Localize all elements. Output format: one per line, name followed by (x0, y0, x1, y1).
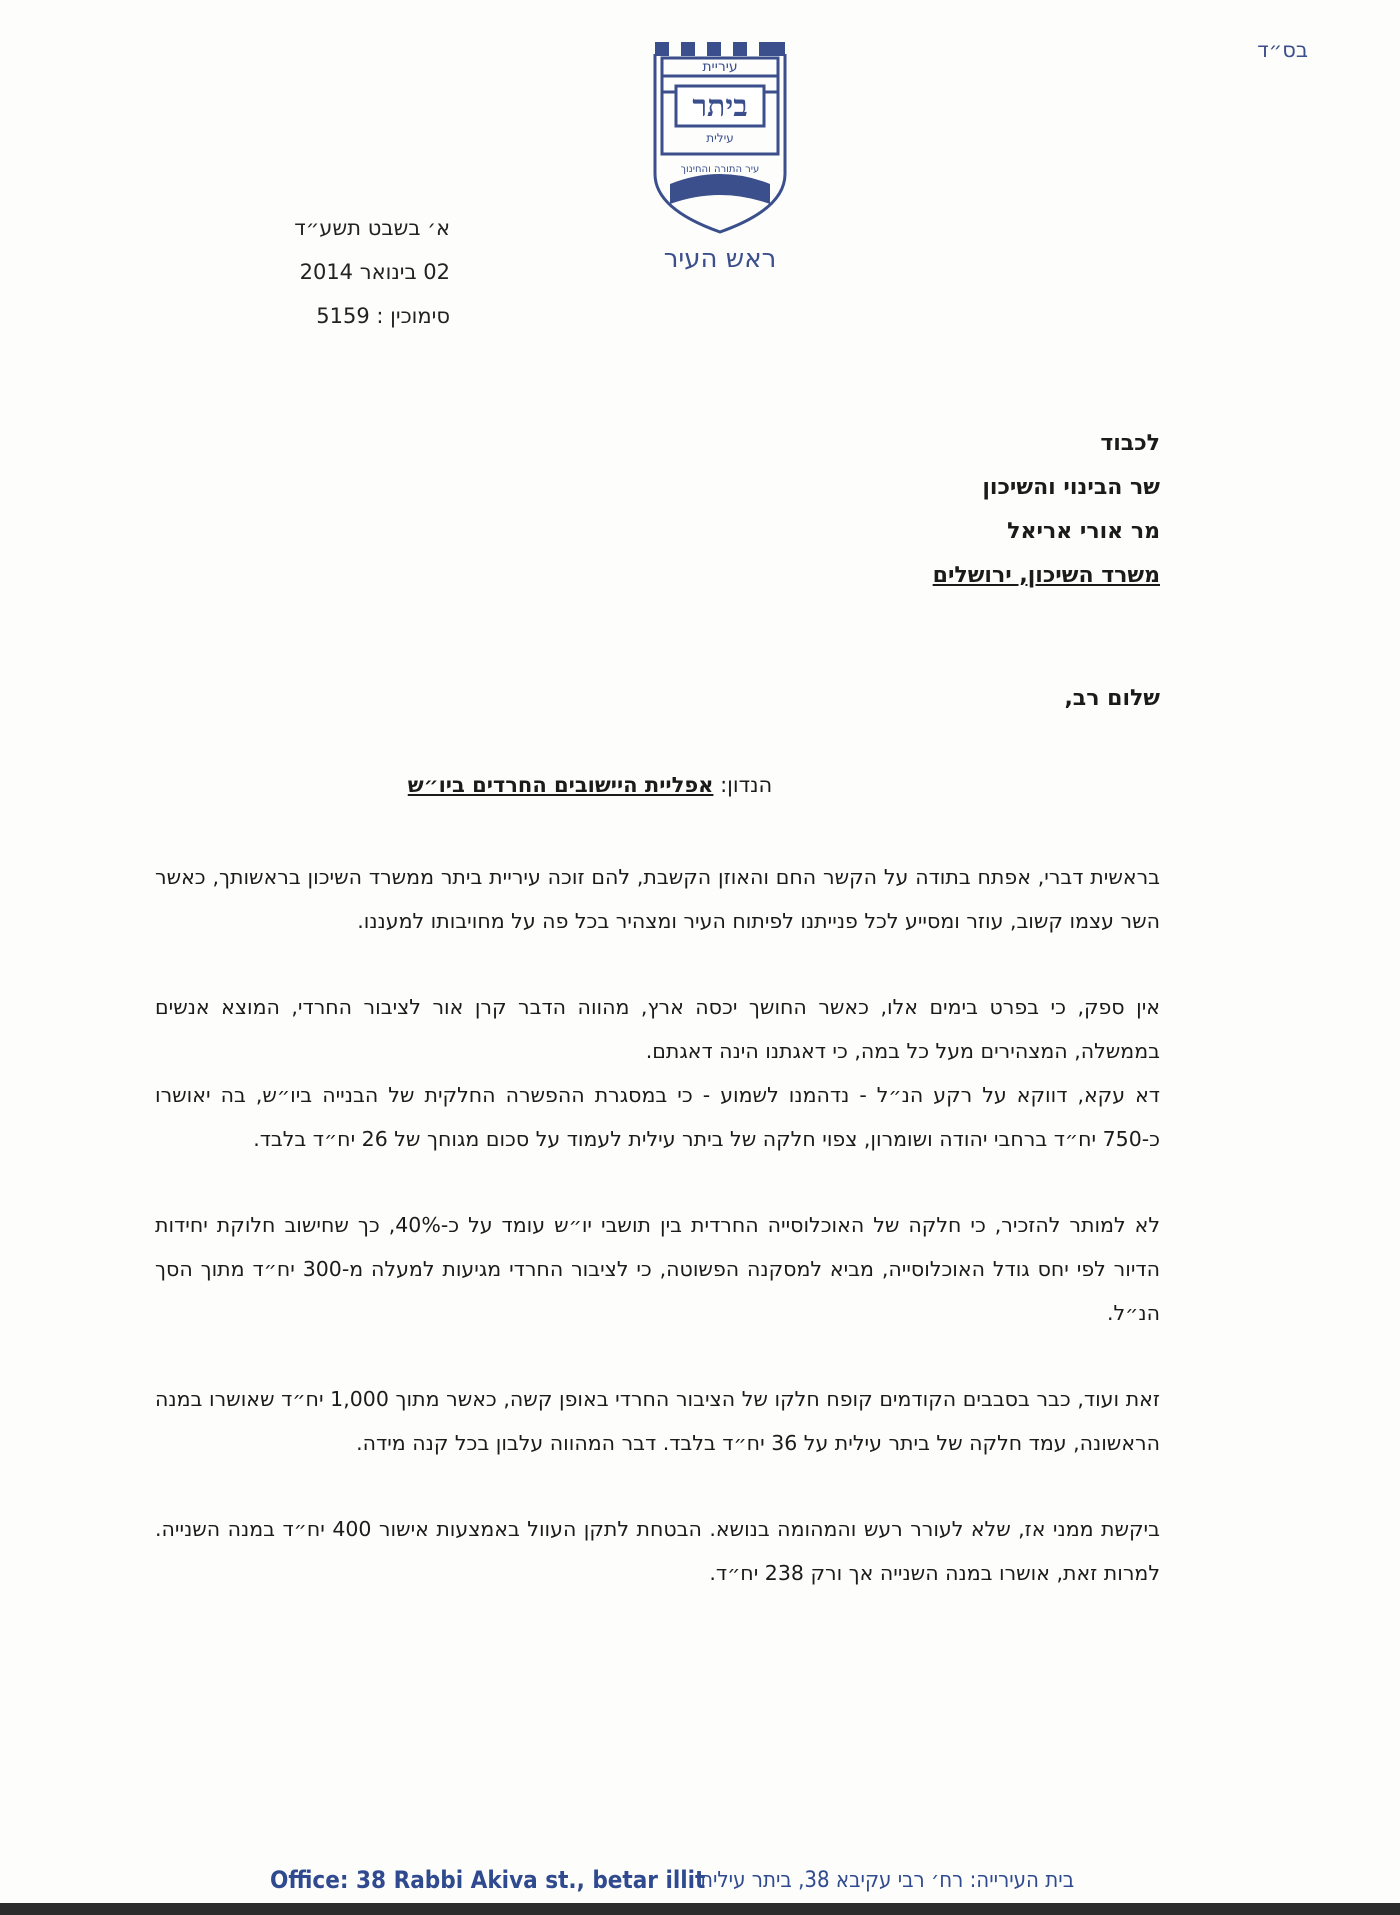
letter-body (155, 855, 1160, 1637)
scan-bottom-edge (0, 1903, 1400, 1915)
body-paragraph-2b: דא עקא, דווקא על רקע הנ״ל - נדהמנו לשמוע - כי במסגרת ההפשרה החלקית של הבנייה ביו״ש, בה יאושרו כ-750 יח״ד ברחבי יהודה ושומרון, צפוי חלקה של ביתר עילית לעמוד על סכום מגוחך של 26 יח״ד בלבד. (155, 1083, 1160, 1151)
address-line-to: לכבוד (1100, 431, 1160, 456)
subject-text: אפליית היישובים החרדים ביו״ש (407, 773, 714, 797)
svg-text:עיריית: עיריית (702, 59, 738, 75)
gregorian-date: 02 בינואר 2014 (299, 260, 450, 284)
city-logo-emblem (640, 34, 800, 239)
body-paragraph-2a: אין ספק, כי בפרט בימים אלו, כאשר החושך יכסה ארץ, מהווה הדבר קרן אור לציבור החרדי, המוצא אנשים בממשלה, המצהירים מעל כל במה, כי דאגתנו הינה דאגתם. (155, 995, 1160, 1063)
address-line-name: מר אורי אריאל (1007, 519, 1160, 544)
greeting: שלום רב, (1064, 686, 1160, 711)
address-line-minister: שר הבינוי והשיכון (982, 475, 1160, 500)
body-paragraph-3: לא למותר להזכיר, כי חלקה של האוכלוסייה החרדית בין תושבי יו״ש עומד על כ-40%, כך שחישוב חלוקת יחידות הדיור לפי יחס גודל האוכלוסייה, מביא למסקנה הפשוטה, כי לציבור החרדי מגיעות למעלה מ-300 יח״ד מתוך הסך הנ״ל. (155, 1213, 1160, 1325)
body-paragraph-1: בראשית דברי, אפתח בתודה על הקשר החם והאוזן הקשבת, להם זוכה עיריית ביתר ממשרד השיכון בראשותך, כאשר השר עצמו קשוב, עוזר ומסייע לכל פנייתנו לפיתוח העיר ומצהיר בכל פה על מחויבותו למעננו. (155, 865, 1160, 933)
mayor-title: ראש העיר (663, 244, 777, 274)
bsd-mark: בס״ד (1257, 38, 1308, 62)
subject-line (300, 773, 880, 797)
footer-address-english: Office: 38 Rabbi Akiva st., betar illit (270, 1866, 706, 1894)
hebrew-date: א׳ בשבט תשע״ד (294, 216, 450, 240)
letterhead-footer (270, 1866, 1130, 1900)
reference-number: סימוכין : 5159 (316, 304, 450, 328)
letter-meta (150, 206, 450, 338)
body-paragraph-5: ביקשת ממני אז, שלא לעורר רעש והמהומה בנושא. הבטחת לתקן העוול באמצעות אישור 400 יח״ד במנה השנייה. למרות זאת, אושרו במנה השנייה אך ורק 238 יח״ד. (155, 1517, 1160, 1585)
recipient-address (460, 422, 1160, 598)
svg-text:עיר התורה והחינוך: עיר התורה והחינוך (680, 164, 760, 175)
address-line-office: משרד השיכון, ירושלים (932, 563, 1160, 588)
body-paragraph-4: זאת ועוד, כבר בסבבים הקודמים קופח חלקו של הציבור החרדי באופן קשה, כאשר מתוך 1,000 יח״ד שאושרו במנה הראשונה, עמד חלקה של ביתר עילית על 36 יח״ד בלבד. דבר המהווה עלבון בכל קנה מידה. (155, 1387, 1160, 1455)
svg-text:עילית: עילית (706, 131, 734, 145)
subject-label: הנדון: (720, 773, 773, 797)
footer-address-hebrew: בית העירייה: רח׳ רבי עקיבא 38, ביתר עילית (700, 1868, 1075, 1893)
svg-text:ביתר: ביתר (692, 89, 748, 124)
